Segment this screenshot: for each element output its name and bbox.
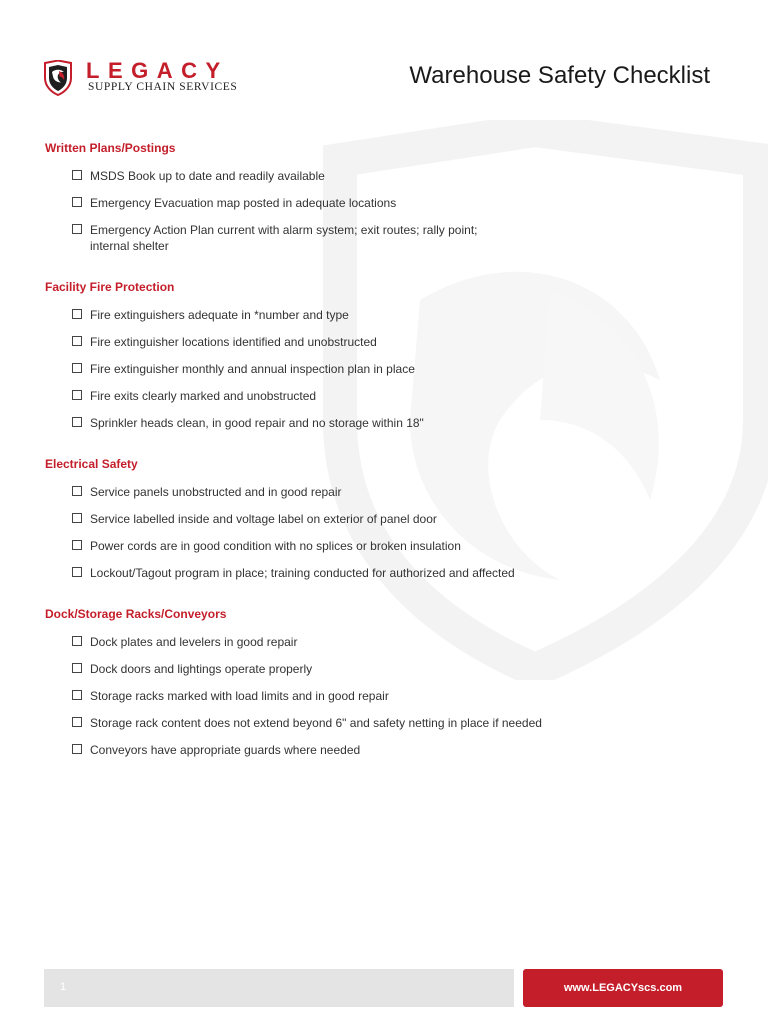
checkbox-icon[interactable] bbox=[72, 540, 82, 550]
website-link[interactable]: www.LEGACYscs.com bbox=[523, 969, 723, 1007]
checklist-item bbox=[45, 307, 685, 323]
checkbox-icon[interactable] bbox=[72, 486, 82, 496]
checklist-item bbox=[45, 634, 685, 650]
checklist-item-label: Service labelled inside and voltage label on exterior of panel door bbox=[90, 512, 437, 526]
checklist-item bbox=[45, 661, 685, 677]
logo-wordmark: LEGACY bbox=[86, 58, 229, 83]
section-electrical-safety bbox=[45, 456, 685, 581]
checklist-item-label: Service panels unobstructed and in good repair bbox=[90, 485, 342, 499]
checklist-item bbox=[45, 715, 685, 731]
checklist-item-label: Dock doors and lightings operate properly bbox=[90, 662, 313, 676]
checklist-item bbox=[45, 484, 685, 500]
checklist-item bbox=[45, 538, 685, 554]
checklist-item bbox=[45, 688, 685, 704]
section-heading: Electrical Safety bbox=[45, 457, 138, 471]
section-heading: Written Plans/Postings bbox=[45, 141, 176, 155]
checklist-item-label: MSDS Book up to date and readily available bbox=[90, 169, 325, 183]
checklist-item bbox=[45, 195, 685, 211]
page-title: Warehouse Safety Checklist bbox=[409, 62, 710, 89]
checkbox-icon[interactable] bbox=[72, 390, 82, 400]
checklist-item bbox=[45, 388, 685, 404]
checklist-item bbox=[45, 222, 685, 254]
section-heading: Dock/Storage Racks/Conveyors bbox=[45, 607, 227, 621]
checkbox-icon[interactable] bbox=[72, 170, 82, 180]
checklist bbox=[45, 168, 685, 254]
page-header bbox=[44, 58, 724, 102]
checkbox-icon[interactable] bbox=[72, 636, 82, 646]
checkbox-icon[interactable] bbox=[72, 417, 82, 427]
checklist-item-label: Conveyors have appropriate guards where needed bbox=[90, 743, 361, 757]
checklist-item bbox=[45, 415, 685, 431]
checklist-item-label: Fire exits clearly marked and unobstructed bbox=[90, 389, 317, 403]
checklist-item-label: Emergency Evacuation map posted in adequate locations bbox=[90, 196, 397, 210]
checkbox-icon[interactable] bbox=[72, 224, 82, 234]
checkbox-icon[interactable] bbox=[72, 197, 82, 207]
checklist bbox=[45, 307, 685, 431]
checkbox-icon[interactable] bbox=[72, 336, 82, 346]
checklist-item bbox=[45, 565, 685, 581]
logo-tagline: SUPPLY CHAIN SERVICES bbox=[88, 81, 238, 93]
company-logo bbox=[44, 58, 264, 98]
checkbox-icon[interactable] bbox=[72, 363, 82, 373]
section-heading: Facility Fire Protection bbox=[45, 280, 175, 294]
checkbox-icon[interactable] bbox=[72, 744, 82, 754]
checklist-item-label: Fire extinguishers adequate in *number and type bbox=[90, 308, 349, 322]
checklist-item bbox=[45, 334, 685, 350]
checkbox-icon[interactable] bbox=[72, 690, 82, 700]
checklist-item-label: Fire extinguisher monthly and annual inspection plan in place bbox=[90, 362, 415, 376]
checklist-item bbox=[45, 511, 685, 527]
checklist-item-label: Power cords are in good condition with no splices or broken insulation bbox=[90, 539, 461, 553]
checklist-item-label: Fire extinguisher locations identified and unobstructed bbox=[90, 335, 377, 349]
checklist-item bbox=[45, 168, 685, 184]
checklist-item bbox=[45, 742, 685, 758]
section-fire-protection bbox=[45, 279, 685, 431]
checklist bbox=[45, 634, 685, 758]
checklist bbox=[45, 484, 685, 581]
checklist-item-label: Storage racks marked with load limits and in good repair bbox=[90, 689, 389, 703]
checklist-item bbox=[45, 361, 685, 377]
checklist-item-label: Lockout/Tagout program in place; training conducted for authorized and affected bbox=[90, 566, 515, 580]
checklist-item-label: Storage rack content does not extend beyond 6" and safety netting in place if needed bbox=[90, 716, 542, 730]
checkbox-icon[interactable] bbox=[72, 567, 82, 577]
checklist-content bbox=[45, 140, 685, 783]
section-dock-storage bbox=[45, 606, 685, 758]
section-written-plans bbox=[45, 140, 685, 254]
checkbox-icon[interactable] bbox=[72, 717, 82, 727]
checkbox-icon[interactable] bbox=[72, 513, 82, 523]
legacy-shield-icon bbox=[44, 60, 72, 96]
checklist-item-label: Dock plates and levelers in good repair bbox=[90, 635, 298, 649]
checkbox-icon[interactable] bbox=[72, 309, 82, 319]
page-number: 1 bbox=[60, 981, 67, 993]
checkbox-icon[interactable] bbox=[72, 663, 82, 673]
footer-bar bbox=[44, 969, 514, 1007]
checklist-item-label: Emergency Action Plan current with alarm system; exit routes; rally point; internal shelter bbox=[90, 223, 478, 253]
checklist-item-label: Sprinkler heads clean, in good repair and no storage within 18" bbox=[90, 416, 424, 430]
